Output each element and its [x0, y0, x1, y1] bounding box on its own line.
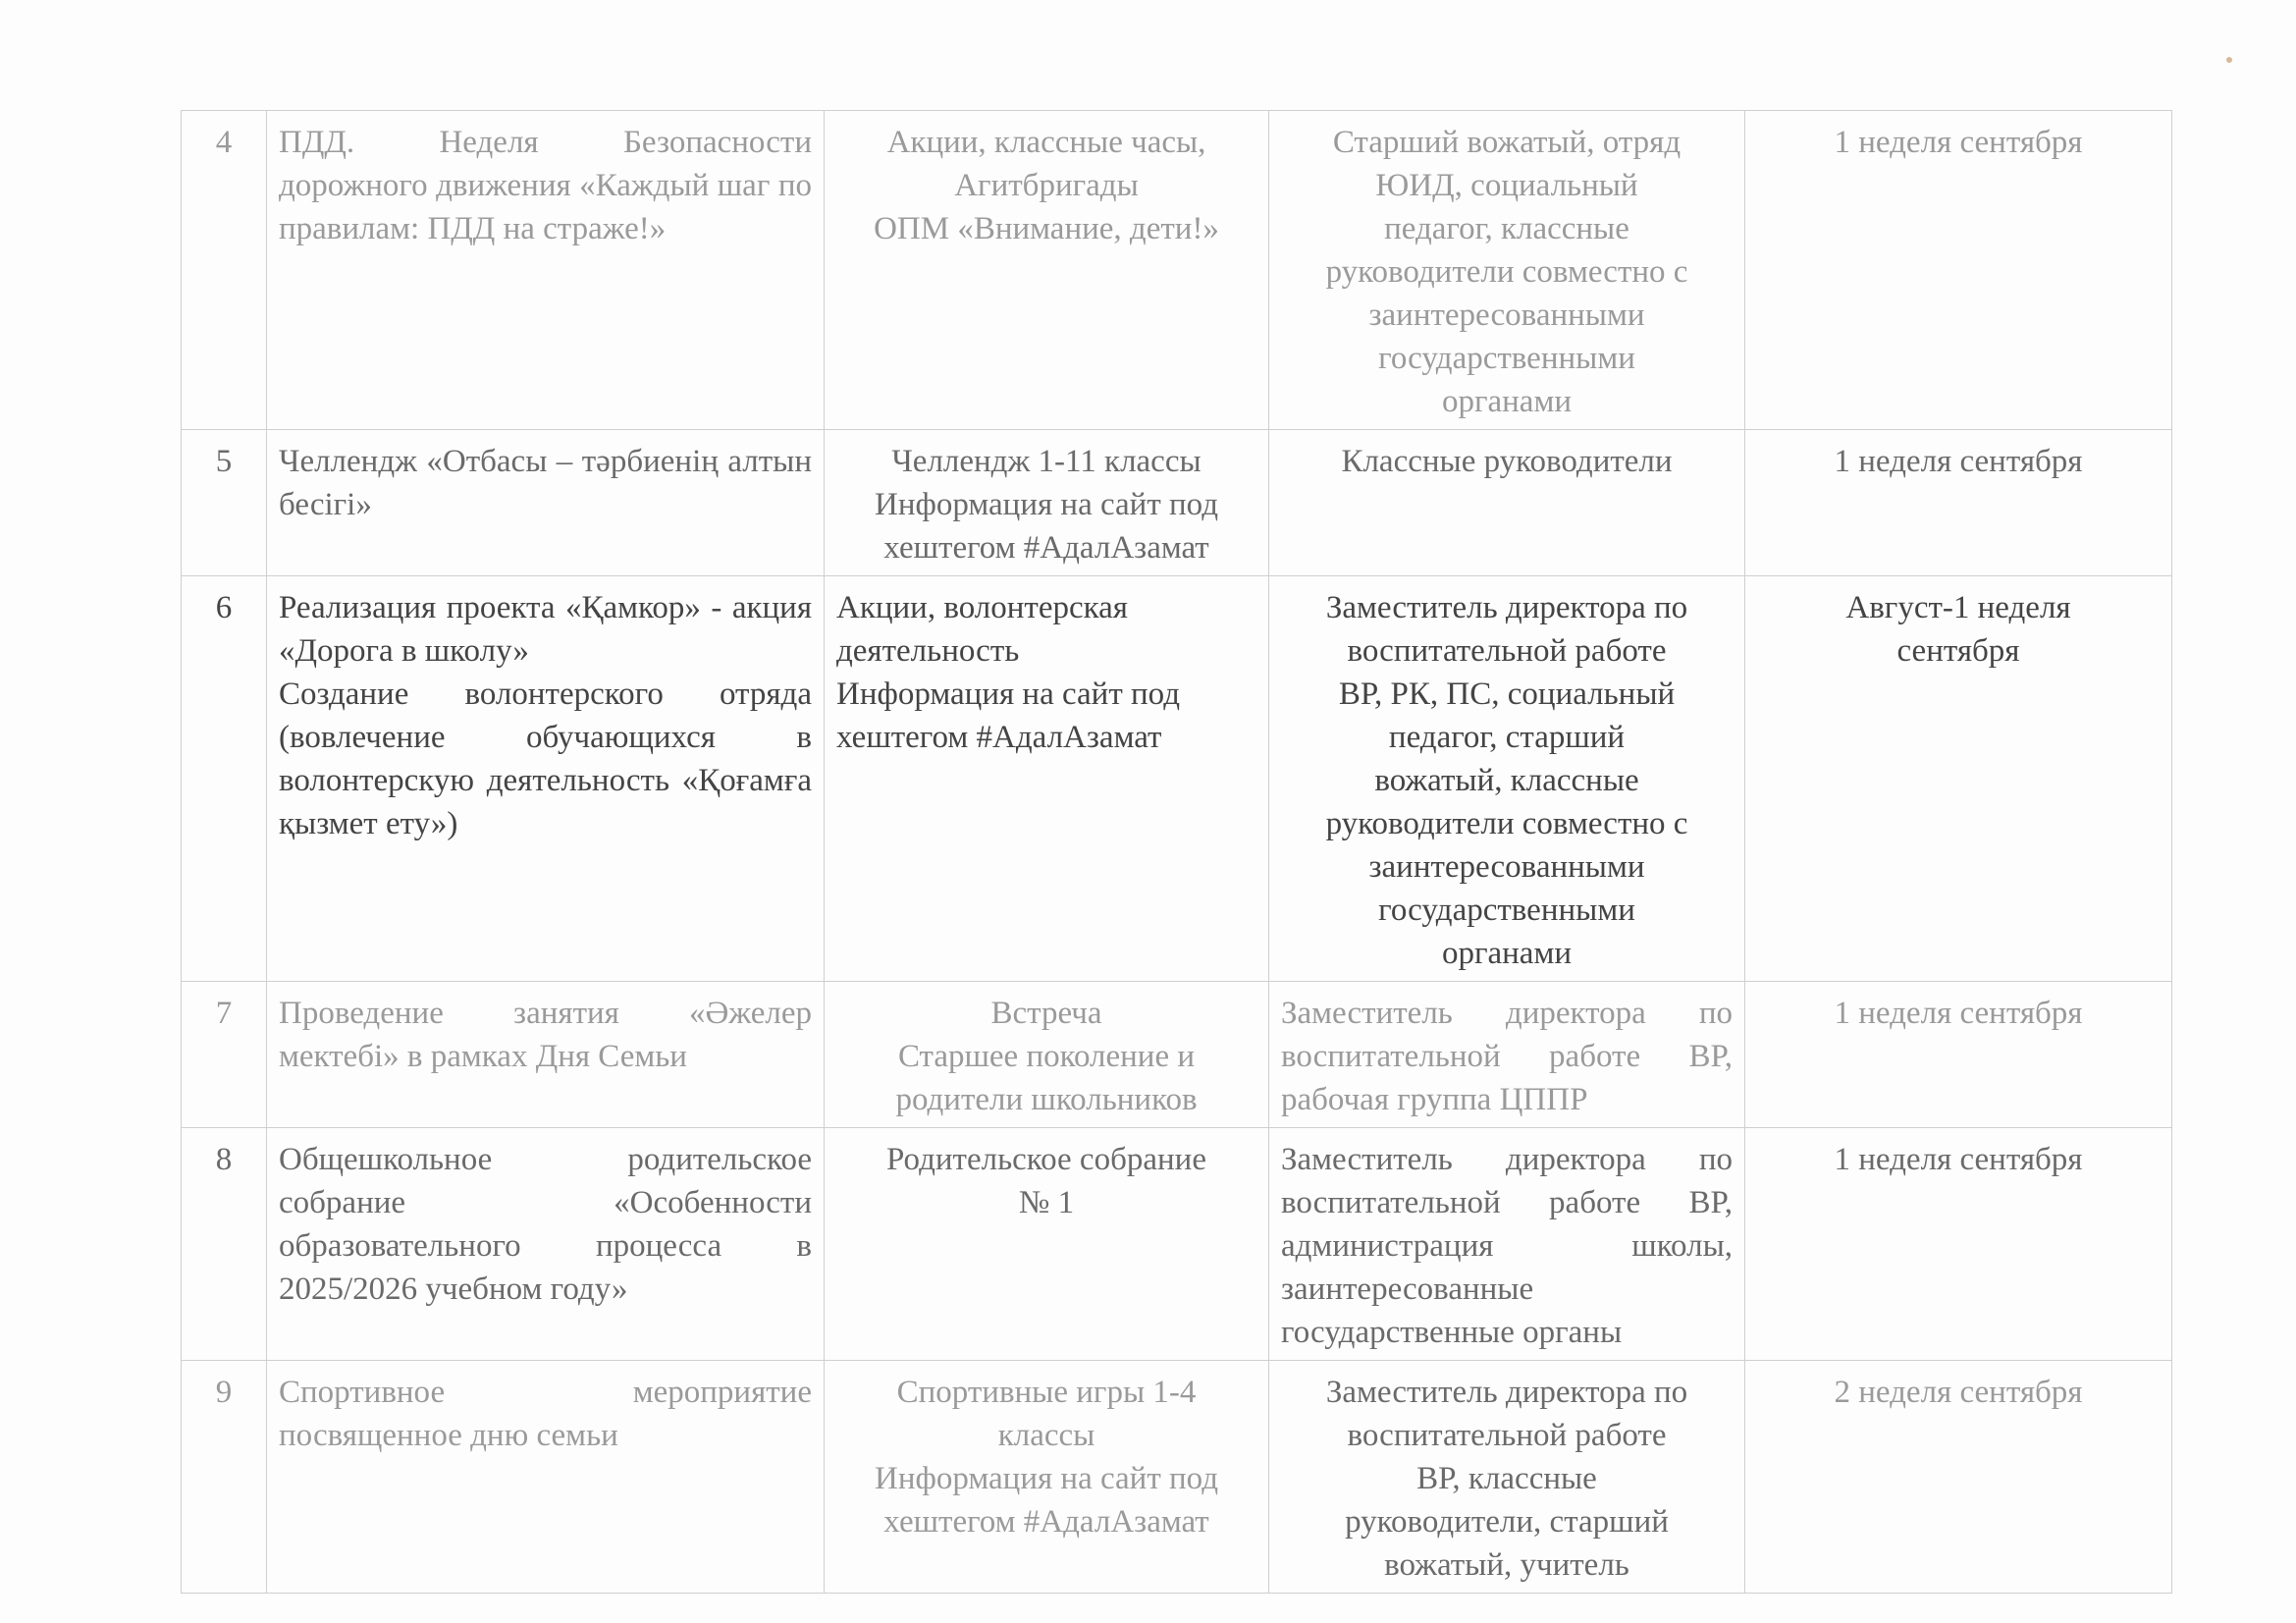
table-row — [182, 576, 2172, 982]
event-date: 1 неделя сентября — [1745, 111, 2172, 430]
event-date: 1 неделя сентября — [1745, 1128, 2172, 1361]
event-date: 2 неделя сентября — [1745, 1361, 2172, 1594]
event-name: Общешкольное родительское собрание «Особенности образовательного процесса в 2025/2026 учебном году» — [267, 1128, 825, 1361]
event-form: Челлендж 1-11 классы Информация на сайт под хештегом #АдалАзамат — [825, 430, 1269, 576]
events-table — [181, 110, 2172, 1594]
event-responsible: Классные руководители — [1269, 430, 1745, 576]
event-responsible: Заместитель директора по воспитательной работе ВР, РК, ПС, социальный педагог, старший вожатый, классные руководители совместно с заинтересованными государственными органами — [1269, 576, 1745, 982]
row-number: 7 — [182, 982, 267, 1128]
event-form: Родительское собрание № 1 — [825, 1128, 1269, 1361]
event-name: Спортивное мероприятие посвященное дню семьи — [267, 1361, 825, 1594]
event-date: 1 неделя сентября — [1745, 430, 2172, 576]
row-number: 6 — [182, 576, 267, 982]
event-form: Встреча Старшее поколение и родители школьников — [825, 982, 1269, 1128]
event-form: Акции, классные часы, Агитбригады ОПМ «Внимание, дети!» — [825, 111, 1269, 430]
table-row — [182, 1361, 2172, 1594]
table-row — [182, 982, 2172, 1128]
table-row — [182, 111, 2172, 430]
event-name: Реализация проекта «Қамкор» - акция «Дорога в школу» Создание волонтерского отряда (вовлечение обучающихся в волонтерскую деятельность «Қоғамға қызмет ету») — [267, 576, 825, 982]
event-form: Спортивные игры 1-4 классы Информация на сайт под хештегом #АдалАзамат — [825, 1361, 1269, 1594]
table-row — [182, 1128, 2172, 1361]
event-name: Челлендж «Отбасы – тәрбиенің алтын бесігі» — [267, 430, 825, 576]
event-responsible: Заместитель директора по воспитательной работе ВР, рабочая группа ЦППР — [1269, 982, 1745, 1128]
event-responsible: Старший вожатый, отряд ЮИД, социальный педагог, классные руководители совместно с заинтересованными государственными органами — [1269, 111, 1745, 430]
event-date: 1 неделя сентября — [1745, 982, 2172, 1128]
table-row — [182, 430, 2172, 576]
event-form: Акции, волонтерская деятельность Информация на сайт под хештегом #АдалАзамат — [825, 576, 1269, 982]
event-name: ПДД. Неделя Безопасности дорожного движения «Каждый шаг по правилам: ПДД на страже!» — [267, 111, 825, 430]
event-responsible: Заместитель директора по воспитательной работе ВР, администрация школы, заинтересованные государственные органы — [1269, 1128, 1745, 1361]
row-number: 5 — [182, 430, 267, 576]
event-name: Проведение занятия «Әжелер мектебі» в рамках Дня Семьи — [267, 982, 825, 1128]
row-number: 9 — [182, 1361, 267, 1594]
row-number: 8 — [182, 1128, 267, 1361]
event-date: Август-1 неделя сентября — [1745, 576, 2172, 982]
event-responsible: Заместитель директора по воспитательной работе ВР, классные руководители, старший вожатый, учитель — [1269, 1361, 1745, 1594]
scan-speck — [2226, 57, 2232, 63]
row-number: 4 — [182, 111, 267, 430]
